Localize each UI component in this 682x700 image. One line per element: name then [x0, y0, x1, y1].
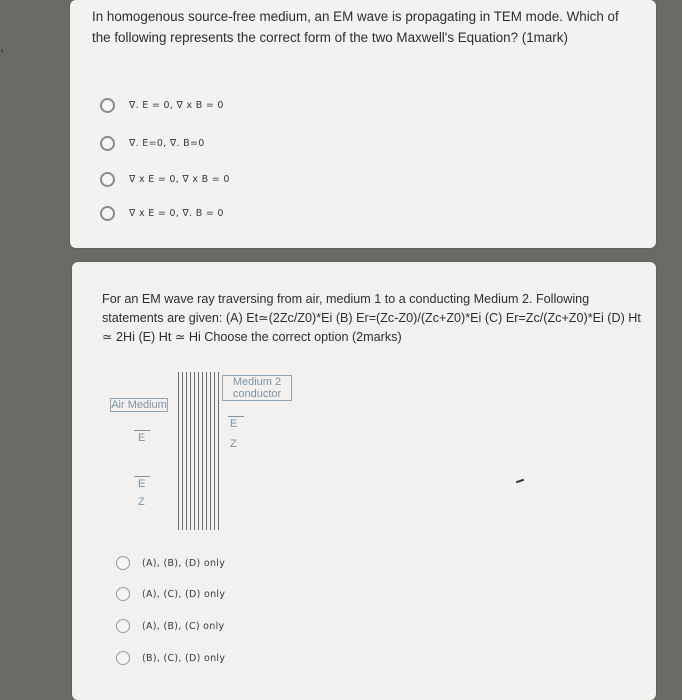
radio-button[interactable] [100, 136, 115, 151]
radio-button[interactable] [100, 172, 115, 187]
boundary-hatching [178, 372, 220, 530]
reflected-arrow [134, 476, 150, 477]
air-impedance-label: Z [138, 496, 145, 508]
radio-button[interactable] [100, 98, 115, 113]
question-1-option-2[interactable] [100, 136, 205, 151]
transmitted-e-label: E [230, 418, 238, 430]
option-label: (B), (C), (D) only [142, 652, 226, 664]
option-label: ∇. E=0, ∇. B=0 [129, 138, 205, 149]
edge-mark: , [0, 38, 4, 54]
radio-button[interactable] [116, 556, 130, 570]
option-label: (A), (B), (D) only [142, 557, 226, 569]
reflected-e-label: E [138, 478, 146, 490]
incident-e-label: E [138, 432, 146, 444]
transmitted-arrow [228, 416, 244, 417]
radio-button[interactable] [100, 206, 115, 221]
incident-arrow [134, 430, 150, 431]
radio-button[interactable] [116, 587, 130, 601]
option-label: ∇ x E = 0, ∇ x B = 0 [129, 174, 230, 185]
option-label: (A), (B), (C) only [142, 620, 225, 632]
question-1-option-3[interactable] [100, 172, 230, 187]
question-2-option-3[interactable] [116, 619, 224, 633]
option-label: (A), (C), (D) only [142, 588, 226, 600]
option-label: ∇ x E = 0, ∇. B = 0 [129, 208, 224, 219]
air-medium-label: Air Medium [111, 399, 167, 411]
radio-button[interactable] [116, 651, 130, 665]
question-1-option-1[interactable] [100, 98, 224, 113]
radio-button[interactable] [116, 619, 130, 633]
question-1-option-4[interactable] [100, 206, 224, 221]
medium-2-label: Medium 2 conductor [222, 375, 292, 401]
question-2-text: For an EM wave ray traversing from air, medium 1 to a conducting Medium 2. Following statements are given: (A) Et≃(2Zc/Z0)*Ei (B) Er=(Zc-Z0)/(Zc+Z0)*Ei (C) Er=Zc/(Zc+Z0)*Ei (D) Ht ≃ 2Hi (E) Ht ≃ Hi Choose the correct option (2marks) [102, 292, 641, 344]
conductor-impedance-label: Z [230, 438, 237, 450]
question-1-text: In homogenous source-free medium, an EM wave is propagating in TEM mode. Which of the following represents the correct form of the two Maxwell's Equation? (1mark) [92, 9, 619, 45]
question-2-option-1[interactable] [116, 556, 225, 570]
stray-mark [516, 479, 524, 484]
option-label: ∇. E = 0, ∇ x B = 0 [129, 100, 224, 111]
question-2-option-2[interactable] [116, 587, 225, 601]
question-card-1 [70, 0, 656, 248]
question-card-2 [72, 262, 656, 700]
question-2-option-4[interactable] [116, 651, 225, 665]
